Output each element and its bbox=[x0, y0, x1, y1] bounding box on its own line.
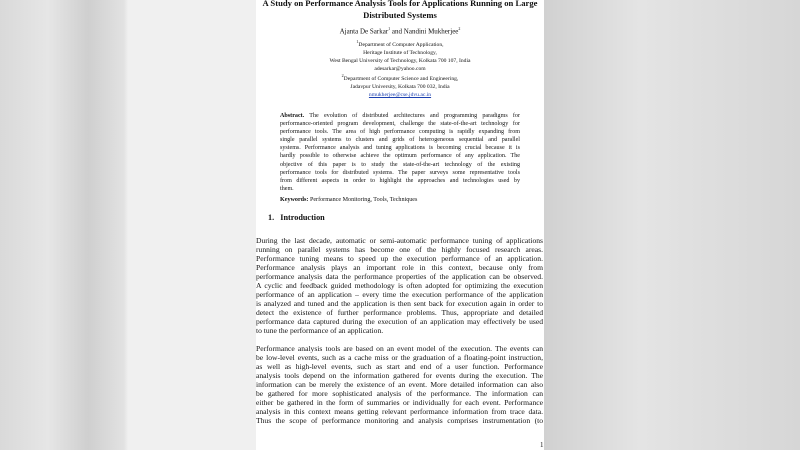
aff2-line: Department of Computer Science and Engineering, bbox=[343, 75, 459, 82]
paragraph-line: information can be merely the existence of an event. More detailed information can also bbox=[256, 380, 543, 389]
abstract-label: Abstract. bbox=[280, 113, 305, 119]
paper-title-line-2: Distributed Systems bbox=[363, 10, 437, 20]
aff2-email-link[interactable]: nmukherjee@cse.jdvu.ac.in bbox=[368, 91, 432, 98]
abstract-line: them. bbox=[280, 185, 294, 192]
paragraph-1 bbox=[256, 236, 543, 335]
aff1-line: West Bengal University of Technology, Kolkata 700 107, India bbox=[329, 57, 471, 64]
paragraph-line: is analyzed and tuned and the application is then sent back for execution again in order to bbox=[256, 299, 543, 308]
abstract-line: performance-oriented program development, challenge the state-of-the-art technology for bbox=[280, 121, 520, 128]
aff1-email: adesarkar@yahoo.com bbox=[374, 65, 426, 72]
keywords bbox=[280, 197, 417, 203]
paragraph-line: Performance analysis tools are based on an event model of the execution. The events can bbox=[256, 344, 543, 353]
abstract-line: performance tools for distributed systems. The paper surveys some representative tools bbox=[280, 169, 520, 176]
paragraph-line: detect the existence of further performance problems. Thus, appropriate and detailed bbox=[256, 308, 543, 317]
paragraph-line: analysis tools depend on the information gathered for events during the execution. The bbox=[256, 371, 543, 380]
paragraph-line: as well as high-level events, such as start and end of a user function. Performance bbox=[256, 362, 543, 371]
paper-page bbox=[256, 0, 544, 450]
abstract bbox=[280, 112, 520, 193]
paragraph-line: analysis in this context means getting relevant performance information from trace data. bbox=[256, 407, 543, 416]
aff1-line: Heritage Institute of Technology, bbox=[363, 49, 437, 56]
abstract-line: objective of this paper is to study the state-of-the-art technology of the existing bbox=[280, 161, 520, 168]
abstract-line: The evolution of distributed architectures and programming paradigms for bbox=[304, 113, 520, 119]
author-2: Nandini Mukherjee bbox=[403, 27, 459, 36]
affiliation-1 bbox=[256, 38, 544, 73]
paragraph-line: either be gathered in the form of summaries or individually for each event. Performance bbox=[256, 398, 543, 407]
paragraph-line: performance data captured during the execution of an application may effectively be used bbox=[256, 317, 543, 326]
aff1-sup: 1 bbox=[356, 39, 359, 44]
paragraph-2 bbox=[256, 344, 543, 425]
abstract-line: performance tools. The area of high performance computing is rapidly expanding from bbox=[280, 129, 520, 136]
aff2-sup: 2 bbox=[341, 73, 344, 78]
paragraph-line: be gathered for more sophisticated analysis of the performance. The information can bbox=[256, 389, 543, 398]
aff1-line: Department of Computer Application, bbox=[358, 41, 444, 48]
page-number: 1 bbox=[540, 441, 544, 449]
authors-and: and bbox=[390, 27, 404, 36]
paragraph-line: Performance tuning means to speed up the execution performance of an application. bbox=[256, 254, 543, 263]
paragraph-line: to tune the performance of an application. bbox=[256, 326, 384, 335]
paragraph-line: running on parallel systems has become one of the highly focused research areas. bbox=[256, 245, 543, 254]
affiliation-2 bbox=[256, 72, 544, 99]
paragraph-line: During the last decade, automatic or semi-automatic performance tuning of applications bbox=[256, 236, 543, 245]
paragraph-line: Thus the scope of performance monitoring and analysis comprises instrumentation (to bbox=[256, 416, 543, 425]
paragraph-line: A cyclic and feedback guided methodology is often adopted for optimizing the execution bbox=[256, 281, 543, 290]
paper-title-line-1: A Study on Performance Analysis Tools for Applications Running on Large bbox=[262, 0, 538, 8]
paragraph-line: performance analysis data the performance properties of the application can be observed. bbox=[256, 272, 543, 281]
paragraph-line: Performance analysis plays an important role in this context, because only from bbox=[256, 263, 543, 272]
abstract-line: hardly possible to otherwise achieve the optimum performance of any application. The bbox=[280, 153, 520, 160]
authors bbox=[256, 24, 544, 36]
aff2-line: Jadavpur University, Kolkata 700 032, India bbox=[350, 83, 450, 90]
paragraph-line: be low-level events, such as a cache miss or the graduation of a floating-point instruction, bbox=[256, 353, 543, 362]
abstract-line: single parallel systems to clusters and grids of heterogeneous sequential and parallel bbox=[280, 137, 520, 144]
abstract-line: from different aspects in order to highlight the approaches and technologies used by bbox=[280, 177, 520, 184]
keywords-text: Performance Monitoring, Tools, Techniques bbox=[308, 197, 418, 203]
paragraph-line: performance of an application – every time the execution performance of the application bbox=[256, 290, 543, 299]
keywords-label: Keywords: bbox=[280, 197, 309, 203]
section-heading-introduction: 1. Introduction bbox=[268, 213, 325, 222]
author-1: Ajanta De Sarkar bbox=[339, 27, 389, 36]
author-1-sup: 1 bbox=[388, 26, 391, 31]
abstract-line: systems. Performance analysis and tuning applications is becoming crucial because it is bbox=[280, 145, 520, 152]
author-2-sup: 2 bbox=[458, 26, 461, 31]
